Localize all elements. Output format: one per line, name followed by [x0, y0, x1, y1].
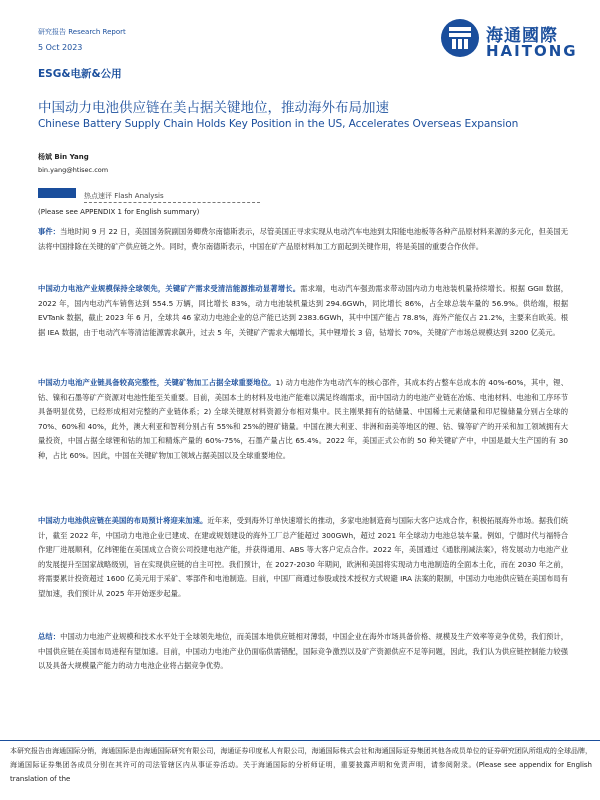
paragraph-text: 需求端，电动汽车强劲需求带动国内动力电池装机量持续增长。根据 GGII 数据，2022 年，国内电动汽车销售达到 554.5 万辆，同比增长 83%，动力电池装机量达到 294.6GWh，同比增长 86%，占全球总装车量的 56.9%。供给端，根据 EVTank 数据，截止 2023 年 6 月，全球共 46 家动力电池企业的总产能已达到 2383.6GWh，其中中国产能占 78.8%，海外产能仅占 21.2%，主要来自欧美。根据 IEA 数据，由于电动汽车等清洁能源需求飙升，过去 5 年，关键矿产需求大幅增长，其中锂增长 3 倍，钴增长 70%，关键矿产市场总规模达到 3200 亿美元。: [38, 284, 569, 337]
paragraph-text: 近年来，受到海外订单快速增长的推动，多家电池制造商与国际大客户达成合作，积极拓展海外市场。据我们统计，截至 2022 年，中国动力电池企业已建成、在建或规划建设的海外工厂总产能超过 300GWh，超过 2021 年全球动力电池总装车量。例如，宁德时代与福特合作建厂进展顺利，亿纬锂能在美国成立合资公司投建电池产能，并获得通用、ABS 等大客户定点合作。2022 年，美国通过《通胀削减法案》，将发展动力电池产业的发展提升至国家战略级别，旨在实现供应链的自主可控。我们预计，在 2027-2030 年期间，欧洲和美国将实现动力电池制造的全面本土化，而在 2030 年之前，将需要累计投资超过 1600 亿美元用于采矿、零部件和电池制造。目前，中国厂商通过参股或技术授权方式规避 IRA 法案的限制，中国动力电池供应链在美国布局有望加速，我们预计从 2025 年开始逐步起量。: [38, 516, 568, 598]
title-english: Chinese Battery Supply Chain Holds Key Position in the US, Accelerates Overseas Expansion: [38, 118, 519, 130]
flash-analysis-label: 热点速评 Flash Analysis: [84, 192, 164, 200]
paragraph-event: [38, 225, 568, 254]
title-chinese: 中国动力电池供应链在美占据关键地位，推动海外布局加速: [38, 100, 389, 116]
paragraph-us-layout: [38, 514, 568, 602]
footer-divider: [0, 740, 600, 741]
paragraph-supply-chain: [38, 376, 568, 464]
paragraph-lead: 中国动力电池产业链具备较高完整性，关键矿物加工占据全球重要地位。: [38, 378, 276, 387]
report-type: 研究报告 Research Report: [38, 28, 126, 36]
sector-label: ESG&电新&公用: [38, 68, 122, 80]
logo-text-en: HAITONG: [486, 42, 578, 60]
paragraph-text: 中国动力电池产业规模和技术水平处于全球领先地位，而美国本地供应链相对薄弱，中国企业在海外市场具备价格、规模及生产效率等竞争优势，我们预计，中国供应链在美国布局进程有望加速。目前，中国动力电池产业仍面临供需错配，国际竞争激烈以及矿产资源供应不足等问题，因此，我们认为供应链控制能力较强以及具备大规模量产能力的动力电池企业将占据竞争优势。: [38, 632, 569, 671]
paragraph-lead: 中国动力电池供应链在美国的布局预计将迎来加速。: [38, 516, 208, 525]
paragraph-lead: 中国动力电池产业规模保持全球领先，关键矿产需求受清洁能源推动显著增长。: [38, 284, 301, 293]
appendix-note: (Please see APPENDIX 1 for English summary): [38, 208, 200, 216]
divider: [84, 202, 260, 203]
paragraph-text: 当地时间 9 月 22 日，美国国务院副国务卿费尔南德斯表示，尽管美国正寻求实现从电动汽车电池到太阳能电池板等各种产品原材料来源的多元化，但美国无法将中国排除在关键的矿产供应链之外。同时，费尔南德斯表示，中国在矿产品原材料加工方面起到关键作用，将是美国的重要合作伙伴。: [38, 227, 568, 251]
author-name: 杨斌 Bin Yang: [38, 153, 89, 161]
haitong-logo: [440, 18, 578, 64]
paragraph-lead: 事件：: [38, 227, 61, 236]
paragraph-summary: [38, 630, 568, 674]
logo-text-cn: 海通國際: [486, 26, 558, 46]
paragraph-industry-scale: [38, 282, 568, 340]
report-meta: [38, 26, 126, 54]
author-email[interactable]: bin.yang@htisec.com: [38, 166, 109, 174]
paragraph-text: 1) 动力电池作为电动汽车的核心部件，其成本约占整车总成本的 40%-60%，其中，锂、钴、镍和石墨等矿产资源对电池性能至关重要。目前，美国本土的材料及电池产能难以满足终端需求，而中国动力的电池产业链在冶炼、电池材料、电池和工序环节具备明显优势，已经形成相对完整的产业链体系；2) 全球关键原材料资源分布相对集中。民主刚果拥有的钴储量、中国稀土元素储量和印尼镍储量分别占全球的 70%、60%和 40%，此外，澳大利亚和智利分别占有 55%和 25%的锂矿储量。中国在澳大利亚、非洲和南美等地区的锂、钴、镍等矿产的开采和加工领域拥有大量投资，中国占据全球锂和钴的加工和精炼产量的 60%-75%，石墨产量占比 65.4%。2022 年，美国正式公布的 50 种关键矿产中，中国是最大生产国的有 30 种，占比 60%。因此，中国在关键矿物加工领域占据美国以及全球重要地位。: [38, 378, 568, 460]
haitong-logo-icon: [440, 18, 480, 58]
flash-analysis-bar: [38, 188, 76, 198]
footer-disclaimer: 本研究报告由海通国际分销，海通国际是由海通国际研究有限公司，海通证券印度私人有限公司，海通国际株式会社和海通国际证券集团其他各成员单位的证券研究团队所组成的全球品牌，海通国际证券集团各成员分别在其许可的司法管辖区内从事证券活动。关于海通国际的分析师证明，重要披露声明和免责声明，请参阅附录。(Please see appendix for English translation of the: [10, 747, 592, 783]
report-date: 5 Oct 2023: [38, 43, 83, 52]
paragraph-lead: 总结：: [38, 632, 61, 641]
